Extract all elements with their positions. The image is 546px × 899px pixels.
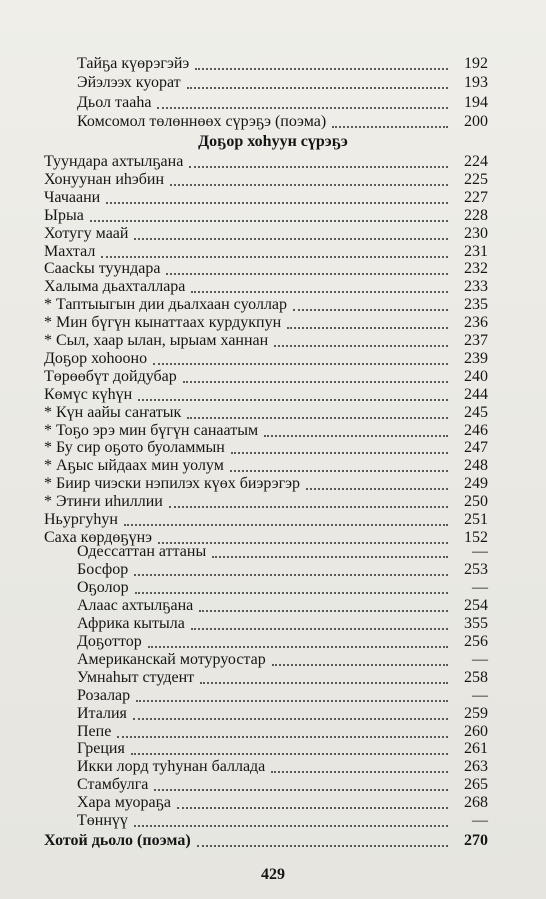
dot-leader bbox=[287, 327, 448, 329]
toc-entry bbox=[44, 278, 488, 296]
entry-title: Стамбулга bbox=[77, 776, 149, 794]
entry-page: 240 bbox=[464, 367, 488, 385]
toc-entry bbox=[77, 561, 488, 579]
toc-entry bbox=[44, 386, 488, 404]
toc-entry bbox=[44, 832, 488, 850]
toc-entry bbox=[77, 758, 488, 776]
toc-entry bbox=[44, 404, 488, 422]
toc-entry bbox=[77, 740, 488, 758]
toc-entry bbox=[77, 812, 488, 830]
entry-title: * Сыл, хаар ылан, ырыам ханнан bbox=[44, 332, 269, 349]
dot-leader bbox=[157, 107, 448, 109]
entry-page: 194 bbox=[464, 93, 488, 111]
entry-title: Оҕолор bbox=[77, 578, 129, 596]
entry-title: Розалар bbox=[77, 686, 131, 704]
dot-leader bbox=[106, 202, 448, 204]
entry-page: 250 bbox=[464, 493, 488, 511]
toc-entry bbox=[44, 153, 488, 171]
entry-page: 224 bbox=[464, 153, 488, 170]
toc-entry bbox=[77, 94, 488, 112]
toc-entry bbox=[44, 368, 488, 386]
entry-title: * Күн аайы саҥатык bbox=[44, 403, 182, 421]
entry-page: 231 bbox=[464, 242, 488, 260]
entry-page: 232 bbox=[464, 260, 488, 278]
entry-title: * Таптыыгын дии дьалхаан суоллар bbox=[44, 296, 288, 314]
dot-leader bbox=[264, 435, 448, 437]
entry-title: * Биир чиэски нэпилэх күөх биэрэгэр bbox=[44, 475, 301, 493]
entry-title: Махтал bbox=[44, 242, 96, 260]
dot-leader bbox=[195, 68, 448, 70]
entry-title: * Бу сир оҕото буоламмын bbox=[44, 439, 225, 457]
dot-leader bbox=[166, 273, 448, 275]
entry-page: 256 bbox=[464, 632, 488, 650]
entry-page: 230 bbox=[464, 224, 488, 242]
entry-page: 239 bbox=[464, 349, 488, 367]
entry-title: Хотугу маай bbox=[44, 224, 129, 242]
toc-entry bbox=[44, 225, 488, 243]
toc-entry bbox=[77, 776, 488, 794]
entry-title: Доҕор хоһооно bbox=[44, 349, 148, 367]
dot-leader bbox=[135, 592, 448, 594]
dot-leader bbox=[200, 682, 448, 684]
dot-leader bbox=[293, 309, 448, 311]
entry-title: Италия bbox=[77, 704, 127, 722]
toc-entry bbox=[44, 171, 488, 189]
entry-page: 225 bbox=[464, 170, 488, 188]
section-heading: Доҕор хоһуун сүрэҕэ bbox=[198, 133, 348, 150]
entry-page: 261 bbox=[464, 740, 488, 758]
entry-page: 244 bbox=[464, 385, 488, 403]
toc-entry bbox=[44, 439, 488, 457]
dot-leader bbox=[134, 574, 448, 576]
entry-page: 259 bbox=[464, 704, 488, 722]
toc-entry bbox=[77, 543, 488, 561]
entry-title: Саасkы туундара bbox=[44, 260, 161, 278]
entry-title: Тайҕа күөрэгэйэ bbox=[77, 55, 190, 72]
entry-title: Ырыа bbox=[44, 206, 84, 224]
toc-entry bbox=[77, 669, 488, 687]
entry-page: — bbox=[472, 650, 488, 668]
dot-leader bbox=[231, 452, 448, 454]
toc-entry bbox=[44, 511, 488, 529]
entry-title: * Аҕыс ыйдаах мин уолум bbox=[44, 457, 224, 475]
dot-leader bbox=[101, 256, 448, 258]
entry-title: * Этиҥи иһиллии bbox=[44, 493, 163, 511]
entry-title: Чачаани bbox=[44, 188, 101, 206]
toc-entry bbox=[77, 794, 488, 812]
toc-entry bbox=[44, 260, 488, 278]
entry-title: Төрөөбүт дойдубар bbox=[44, 367, 177, 385]
toc-entry bbox=[77, 55, 488, 73]
dot-leader bbox=[134, 825, 448, 827]
entry-title: Халыма дьахталлара bbox=[44, 278, 186, 296]
toc-entry bbox=[44, 296, 488, 314]
entry-title: Босфор bbox=[77, 560, 129, 578]
dot-leader bbox=[133, 718, 448, 720]
entry-page: 263 bbox=[464, 758, 488, 776]
dot-leader bbox=[183, 381, 448, 383]
dot-leader bbox=[306, 488, 448, 490]
entry-page: 355 bbox=[464, 614, 488, 632]
dot-leader bbox=[138, 399, 448, 401]
entry-title: Африка кытыла bbox=[77, 614, 185, 632]
entry-page: 235 bbox=[464, 296, 488, 314]
dot-leader bbox=[148, 646, 448, 648]
entry-page: — bbox=[472, 578, 488, 596]
entry-title: * Мин бүгүн кынаттаах курдукпун bbox=[44, 314, 282, 332]
entry-title: Одессаттан аттаны bbox=[77, 543, 207, 560]
entry-title: Саха көрдөҕүнэ bbox=[44, 528, 153, 546]
dot-leader bbox=[191, 291, 448, 293]
dot-leader bbox=[189, 166, 448, 168]
dot-leader bbox=[212, 556, 448, 558]
entry-title: Икки лорд туһунан баллада bbox=[77, 758, 266, 776]
toc-entry bbox=[44, 189, 488, 207]
entry-page: 265 bbox=[464, 776, 488, 794]
toc-entry bbox=[77, 597, 488, 615]
dot-leader bbox=[170, 184, 448, 186]
entry-title: Дьол тааһа bbox=[77, 93, 152, 111]
entry-page: 258 bbox=[464, 668, 488, 686]
entry-title: * Тоҕо эрэ мин бүгүн санаатым bbox=[44, 421, 259, 439]
dot-leader bbox=[153, 363, 448, 365]
toc-entry bbox=[44, 350, 488, 368]
entry-page: 270 bbox=[464, 832, 488, 849]
dot-leader bbox=[90, 220, 448, 222]
entry-page: 192 bbox=[464, 55, 488, 72]
toc-entry bbox=[77, 74, 488, 92]
dot-leader bbox=[191, 628, 448, 630]
dot-leader bbox=[272, 664, 448, 666]
dot-leader bbox=[230, 470, 448, 472]
dot-leader bbox=[154, 789, 448, 791]
page-number: 429 bbox=[261, 866, 285, 883]
entry-page: 237 bbox=[464, 332, 488, 349]
entry-page: 245 bbox=[464, 403, 488, 421]
toc-entry bbox=[44, 207, 488, 225]
entry-page: 233 bbox=[464, 278, 488, 296]
entry-page: 268 bbox=[464, 794, 488, 812]
entry-page: — bbox=[472, 686, 488, 704]
dot-leader bbox=[117, 736, 448, 738]
toc-entry bbox=[77, 579, 488, 597]
entry-title: Греция bbox=[77, 740, 125, 758]
toc-entry bbox=[77, 651, 488, 669]
dot-leader bbox=[199, 610, 448, 612]
entry-title: Пепе bbox=[77, 722, 112, 740]
entry-title: Төннүү bbox=[77, 812, 128, 830]
entry-title: Эйэлээх куорат bbox=[77, 74, 181, 92]
entry-title: Алаас ахтылҕана bbox=[77, 596, 194, 614]
entry-page: 253 bbox=[464, 560, 488, 578]
dot-leader bbox=[271, 771, 448, 773]
toc-entry bbox=[77, 113, 488, 131]
dot-leader bbox=[136, 700, 448, 702]
toc-entry bbox=[77, 615, 488, 633]
entry-title: Хара муораҕа bbox=[77, 794, 171, 812]
entry-title: Ньургуһун bbox=[44, 511, 118, 528]
toc-entry bbox=[77, 687, 488, 705]
entry-page: 228 bbox=[464, 206, 488, 224]
entry-page: 251 bbox=[464, 511, 488, 528]
toc-entry bbox=[44, 314, 488, 332]
dot-leader bbox=[177, 807, 448, 809]
entry-page: 200 bbox=[464, 112, 488, 130]
entry-title: Хотой дьоло (поэма) bbox=[44, 832, 191, 849]
toc-entry bbox=[44, 457, 488, 475]
dot-leader bbox=[134, 238, 448, 240]
dot-leader bbox=[197, 845, 448, 847]
entry-title: Умнаһыт студент bbox=[77, 668, 195, 686]
entry-title: Көмүс күһүн bbox=[44, 385, 133, 403]
toc-entry bbox=[44, 493, 488, 511]
dot-leader bbox=[274, 345, 448, 347]
entry-title: Доҕоттор bbox=[77, 632, 142, 650]
entry-title: Туундара ахтылҕана bbox=[44, 153, 184, 170]
dot-leader bbox=[332, 126, 448, 128]
entry-title: Комсомол төлөннөөх сүрэҕэ (поэма) bbox=[77, 112, 327, 130]
entry-page: 227 bbox=[464, 188, 488, 206]
toc-entry bbox=[44, 332, 488, 350]
toc-entry bbox=[44, 475, 488, 493]
dot-leader bbox=[124, 524, 448, 526]
dot-leader bbox=[169, 506, 448, 508]
toc-entry bbox=[77, 705, 488, 723]
toc-entry bbox=[77, 633, 488, 651]
toc-entry bbox=[44, 243, 488, 261]
entry-page: 249 bbox=[464, 475, 488, 493]
entry-title: Американскай мотуруостар bbox=[77, 650, 266, 668]
entry-page: 152 bbox=[464, 528, 488, 546]
entry-page: 236 bbox=[464, 314, 488, 332]
entry-page: — bbox=[472, 543, 488, 560]
entry-page: 254 bbox=[464, 596, 488, 614]
dot-leader bbox=[187, 417, 448, 419]
entry-page: 193 bbox=[464, 74, 488, 92]
entry-page: 260 bbox=[464, 722, 488, 740]
entry-page: 247 bbox=[464, 439, 488, 457]
entry-page: 248 bbox=[464, 457, 488, 475]
toc-entry bbox=[44, 422, 488, 440]
toc-entry bbox=[77, 723, 488, 741]
entry-page: 246 bbox=[464, 421, 488, 439]
entry-page: — bbox=[472, 812, 488, 830]
dot-leader bbox=[131, 753, 448, 755]
dot-leader bbox=[187, 87, 448, 89]
entry-title: Хонуунан иһэбин bbox=[44, 170, 165, 188]
